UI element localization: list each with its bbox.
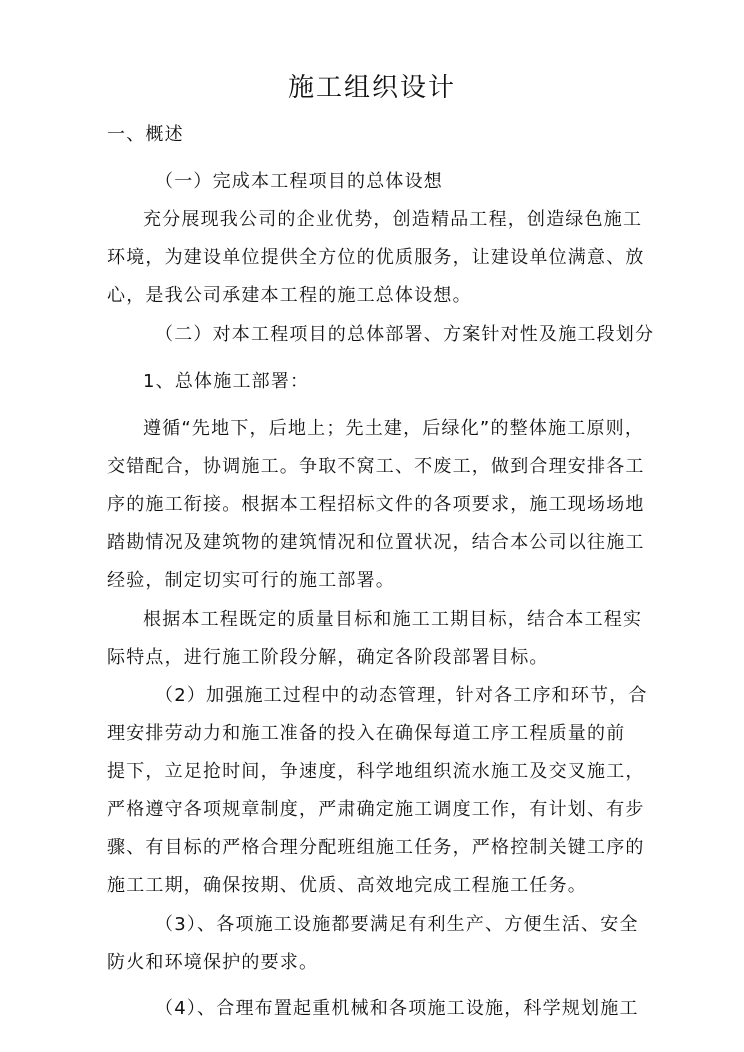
paragraph-line: 提下，立足抢时间，争速度，科学地组织流水施工及交叉施工， xyxy=(107,761,645,782)
paragraph-line: 踏勘情况及建筑物的建筑情况和位置状况，结合本公司以往施工 xyxy=(107,532,645,553)
paragraph-line: 骤、有目标的严格合理分配班组施工任务，严格控制关键工序的 xyxy=(107,837,645,858)
paragraph-line: 施工工期，确保按期、优质、高效地完成工程施工任务。 xyxy=(107,875,587,896)
paragraph-line: 交错配合，协调施工。争取不窝工、不废工，做到合理安排各工 xyxy=(107,456,645,477)
paragraph-line: 理安排劳动力和施工准备的投入在确保每道工序工程质量的前 xyxy=(107,723,626,744)
paragraph-line: 序的施工衔接。根据本工程招标文件的各项要求，施工现场场地 xyxy=(107,494,645,515)
item-heading-1: 1、总体施工部署： xyxy=(143,371,310,392)
paragraph-line: 环境，为建设单位提供全方位的优质服务，让建设单位满意、放 xyxy=(107,247,645,268)
paragraph-line: 经验，制定切实可行的施工部署。 xyxy=(107,570,395,591)
section-heading-overview: 一、概述 xyxy=(107,124,184,145)
subsection-heading-1: （一）完成本工程项目的总体设想 xyxy=(155,171,443,192)
paragraph-line: （3）、各项施工设施都要满足有利生产、方便生活、安全 xyxy=(155,914,639,935)
subsection-heading-2: （二）对本工程项目的总体部署、方案针对性及施工段划分 xyxy=(155,324,655,345)
paragraph-line: 防火和环境保护的要求。 xyxy=(107,952,319,973)
paragraph-line: 遵循“先地下，后地上；先土建，后绿化”的整体施工原则， xyxy=(143,418,645,439)
paragraph-line: （2）加强施工过程中的动态管理，针对各工序和环节，合 xyxy=(155,685,648,706)
paragraph-line: 严格遵守各项规章制度，严肃确定施工调度工作，有计划、有步 xyxy=(107,799,645,820)
document-title: 施工组织设计 xyxy=(287,73,456,103)
paragraph-line: 根据本工程既定的质量目标和施工工期目标，结合本工程实 xyxy=(143,609,643,630)
paragraph-line: 际特点，进行施工阶段分解，确定各阶段部署目标。 xyxy=(107,647,549,668)
paragraph-line: 心，是我公司承建本工程的施工总体设想。 xyxy=(107,285,472,306)
paragraph-line: 充分展现我公司的企业优势，创造精品工程，创造绿色施工 xyxy=(143,209,643,230)
paragraph-line: （4）、合理布置起重机械和各项施工设施，科学规划施工 xyxy=(155,998,639,1019)
